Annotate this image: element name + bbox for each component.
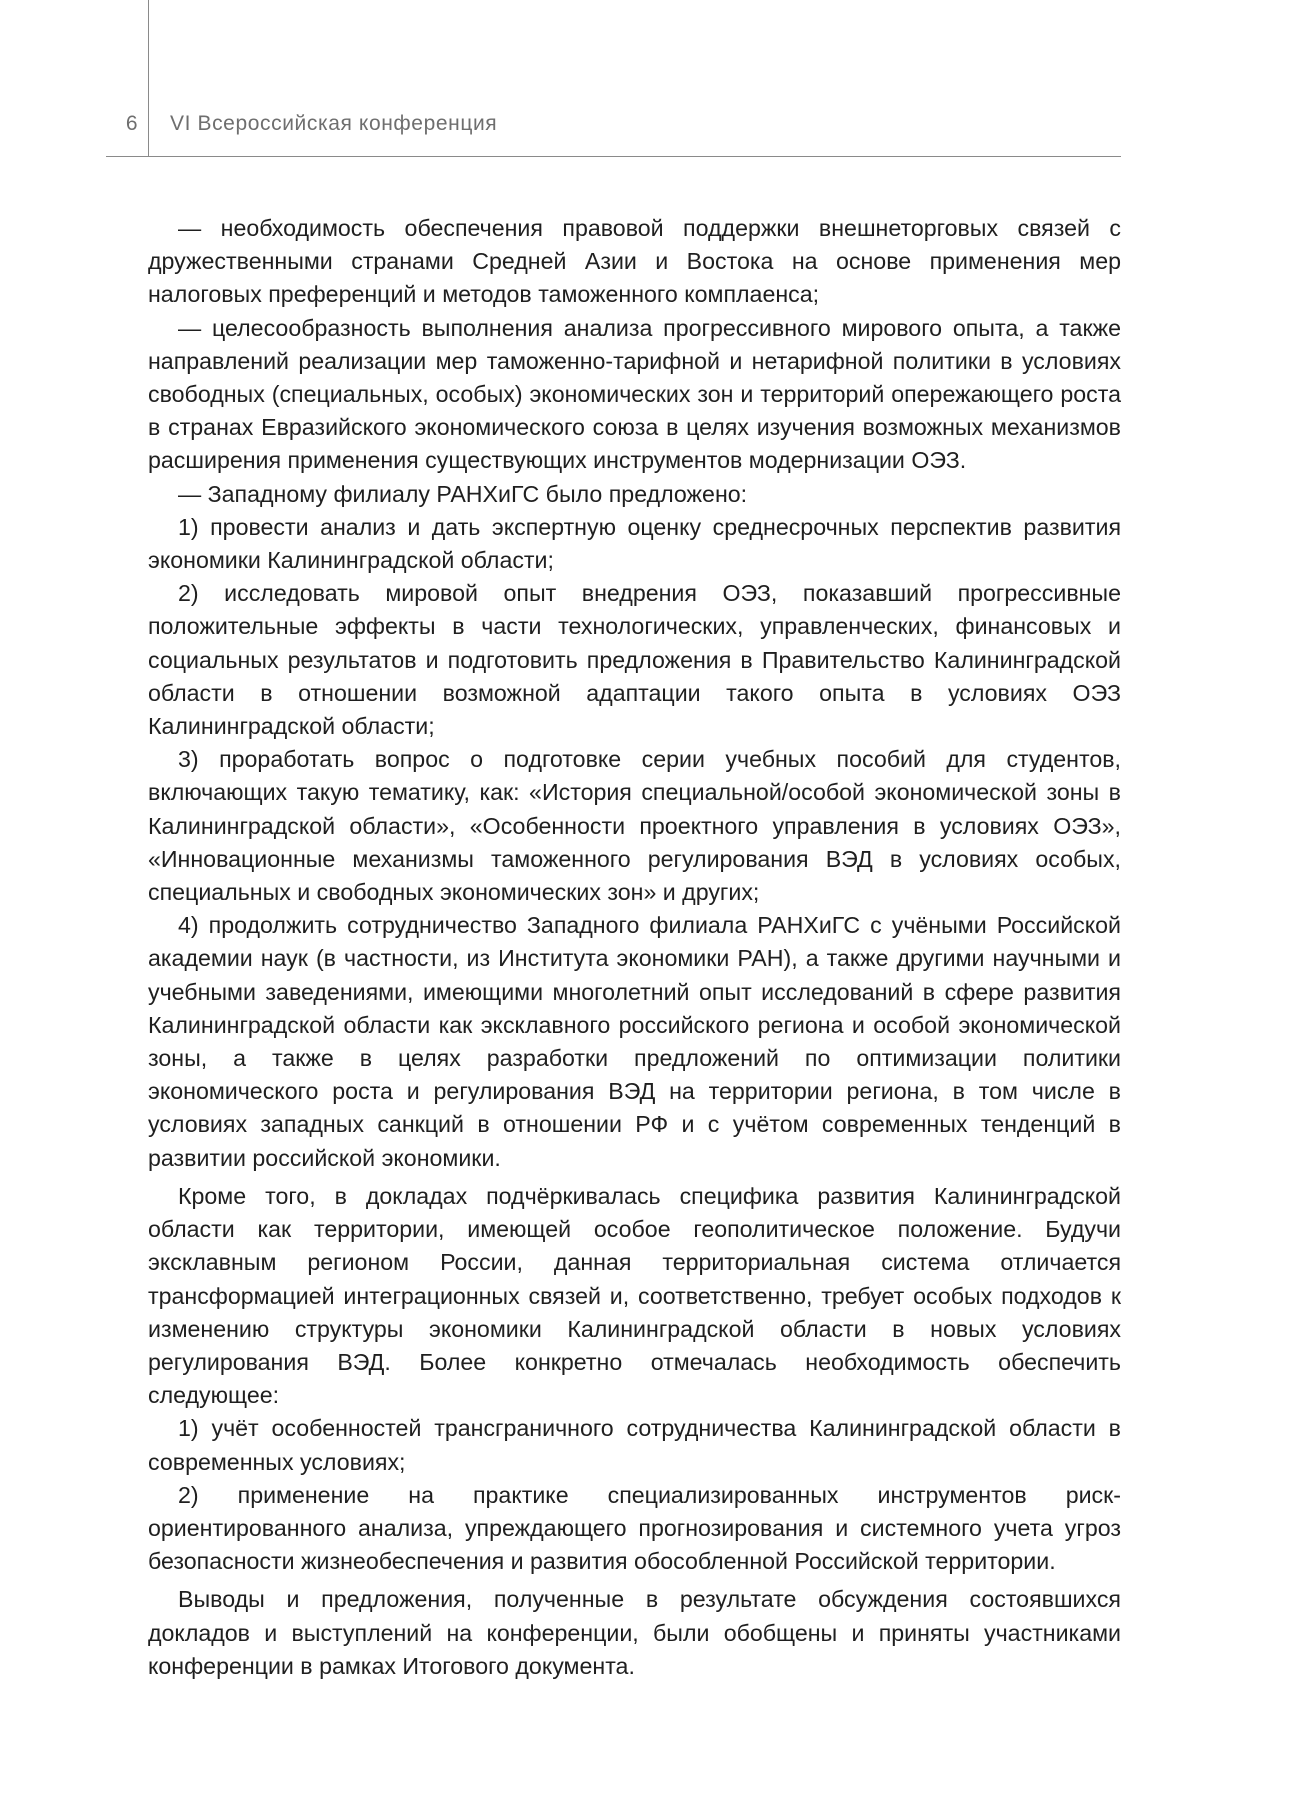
paragraph: 1) провести анализ и дать экспертную оценку среднесрочных перспектив развития экономики Калининградской области;	[148, 513, 1121, 574]
header-vertical-rule	[148, 0, 149, 156]
paragraph: — Западному филиалу РАНХиГС было предложено:	[178, 480, 748, 507]
paragraph: — целесообразность выполнения анализа прогрессивного мирового опыта, а также направлений реализации мер таможенно-тарифной и нетарифной политики в условиях свободных (специальных, особых) экономических зон и территорий опережающего роста в странах Евразийского экономического союза в целях изучения возможных механизмов расширения применения существующих инструментов модернизации ОЭЗ.	[148, 314, 1121, 474]
page-number: 6	[125, 112, 138, 135]
running-title: VI Всероссийская конференция	[170, 112, 498, 135]
paragraph: 2) применение на практике специализированных инструментов риск-ориентированного анализа, упреждающего прогнозирования и системного учета угроз безопасности жизнеобеспечения и развития обособленной Российской территории.	[148, 1481, 1121, 1575]
paragraph: 3) проработать вопрос о подготовке серии учебных пособий для студентов, включающих такую тематику, как: «История специальной/особой экономической зоны в Калининградской области», «Особенности проектного управления в условиях ОЭЗ», «Инновационные механизмы таможенного регулирования ВЭД в условиях особых, специальных и свободных экономических зон» и других;	[148, 746, 1121, 906]
paragraph: 2) исследовать мировой опыт внедрения ОЭЗ, показавший прогрессивные положительные эффекты в части технологических, управленческих, финансовых и социальных результатов и подготовить предложения в Правительство Калининградской области в отношении возможной адаптации такого опыта в условиях ОЭЗ Калининградской области;	[148, 580, 1121, 740]
header-horizontal-rule	[106, 156, 1121, 157]
paragraph: 4) продолжить сотрудничество Западного филиала РАНХиГС с учёными Российской академии наук (в частности, из Института экономики РАН), а также другими научными и учебными заведениями, имеющими многолетний опыт исследований в сфере развития Калининградской области как эксклавного российского региона и особой экономической зоны, а также в целях разработки предложений по оптимизации политики экономического роста и регулирования ВЭД на территории региона, в том числе в условиях западных санкций в отношении РФ и с учётом современных тенденций в развитии российской экономики.	[148, 912, 1121, 1171]
body-text	[148, 212, 1121, 1683]
paragraph: — необходимость обеспечения правовой поддержки внешнеторговых связей с дружественными странами Средней Азии и Востока на основе применения мер налоговых преференций и методов таможенного комплаенса;	[148, 215, 1121, 308]
paragraph: Выводы и предложения, полученные в результате обсуждения состоявшихся докладов и выступлений на конференции, были обобщены и приняты участниками конференции в рамках Итогового документа.	[148, 1586, 1121, 1679]
paragraph: 1) учёт особенностей трансграничного сотрудничества Калининградской области в современных условиях;	[148, 1415, 1121, 1475]
paragraph: Кроме того, в докладах подчёркивалась специфика развития Калининградской области как территории, имеющей особое геополитическое положение. Будучи эксклавным регионом России, данная территориальная система отличается трансформацией интеграционных связей и, соответственно, требует особых подходов к изменению структуры экономики Калининградской области в новых условиях регулирования ВЭД. Более конкретно отмечалась необходимость обеспечить следующее:	[148, 1182, 1121, 1409]
